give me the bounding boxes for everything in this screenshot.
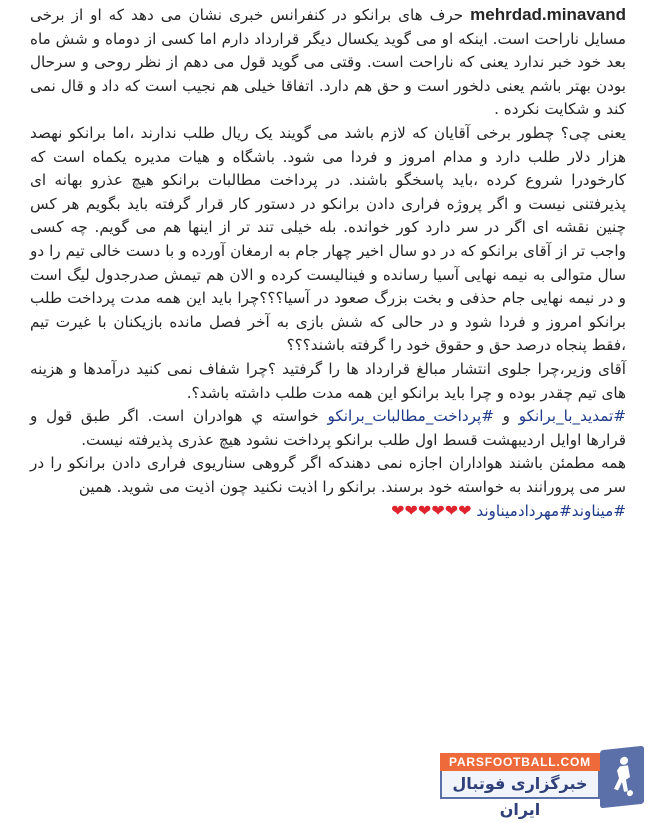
caption-paragraph-hashtags — [30, 405, 626, 452]
username-link[interactable]: mehrdad.minavand — [470, 5, 626, 24]
watermark-tagline: خبرگزاری فوتبال ایران — [440, 771, 600, 799]
joiner-text: و — [493, 407, 519, 426]
heart-icons: ❤❤❤❤❤❤ — [391, 501, 472, 521]
caption-paragraph-3: آقای وزیر،چرا جلوی انتشار مبالغ قرارداد ها را گرفتید ؟چرا شفاف نمی کنید درآمدها و هزینه های تیم چقدر بوده و چرا باید برانکو این همه مدت طلب داشته باشد؟. — [30, 359, 626, 402]
hashtag-link-payment[interactable]: #پرداخت_مطالبات_برانکو — [327, 407, 494, 426]
hashtag-link-extend[interactable]: #تمدید_با_برانکو — [518, 407, 626, 426]
watermark-site: PARSFOOTBALL.COM — [440, 753, 600, 771]
caption-paragraph-2: یعنی چی؟ چطور برخی آقایان که لازم باشد می گویند یک ریال طلب ندارند ،اما برانکو نهصد هزار دلار طلب دارد و مدام امروز و فردا می شود. باشگاه و هیات مدیره یکماه است که کارخودرا شروع کرده ،باید پاسخگو باشند. در پرداخت مطالبات برانکو هیچ عذرو بهانه ای پذیرفتنی نیست و اگر پروژه فراری دادن برانکو در دستور کار قرار گرفته باید بگویم هر کس چنین نقشه ای اگر در سر دارد کور خوانده. بله خیلی تند تر از اینها هم می گویم. چه کسی واجب تر از آقای برانکو که در دو سال اخیر چهار جام به ارمغان آورده و با دست خالی تیم را دو سال متوالی به نیمه نهایی آسیا رسانده و فینالیست کرده و الان هم تیمش صدرجدول لیگ است و در نیمه نهایی جام حذفی و بخت بزرگ صعود در آسیا؟؟؟چرا باید این همه مدت پرداخت طلب برانکو امروز و فردا شود و در حالی که شش بازی به آخر فصل مانده بازیکنان با غیرت تیم ،فقط پنجاه درصد حق و حقوق خود را گرفته باشند؟؟؟ — [30, 123, 626, 355]
caption-footer — [30, 499, 626, 524]
paragraph-text: حرف های برانکو در کنفرانس خبری نشان می دهد که او از برخی مسایل ناراحت است. اینکه او می گوید یکسال دیگر قرارداد دارم اما کسی از دوماه و شش ماه بعد خود خبر ندارد یعنی که ناراحت است. وقتی می گوید قول می دهم از نظر روحی و سرحال بودن بهتر باشم یعنی دلخور است و حق هم دارد. اتفاقا خیلی هم نجیب است که داد و قال نمی کند و شکایت نکرده . — [30, 6, 626, 119]
caption-paragraph-1 — [30, 3, 626, 122]
caption-paragraph-closing: همه مطمئن باشند هواداران اجازه نمی دهندکه اگر گروهی سناریوی فراری دادن برانکو را در سر می پرورانند به خواسته خود برسند. برانکو را اذیت نکنید چون اذیت می شوید. همین — [30, 454, 626, 496]
paragraph-text: خواسته ي هوادران است. اگر طبق قول و قرارها اوایل اردیبهشت قسط اول طلب برانکو پرداخت نشود هیچ عذری پذیرفته نیست. — [30, 407, 626, 449]
parsfootball-watermark — [440, 753, 646, 819]
football-player-icon — [600, 746, 644, 809]
instagram-caption — [30, 3, 626, 524]
hashtag-link-minavand[interactable]: #میناوند#مهردادميناوند — [476, 502, 626, 521]
